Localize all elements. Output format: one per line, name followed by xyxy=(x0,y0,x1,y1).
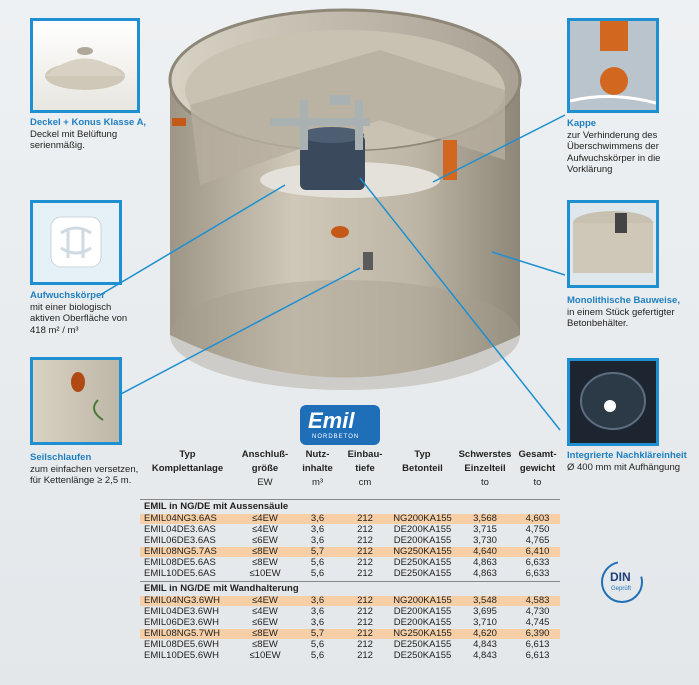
table-row xyxy=(140,536,560,546)
table-cell: 212 xyxy=(357,650,373,661)
table-cell: 212 xyxy=(357,546,373,557)
table-cell: EMIL08NG5.7WH xyxy=(144,628,221,639)
table-cell: EMIL04DE3.6AS xyxy=(144,524,216,535)
table-cell: 4,640 xyxy=(473,546,497,557)
table-cell: 3,6 xyxy=(310,524,325,535)
table-cell: 212 xyxy=(357,557,373,568)
table-cell: NG250KA155 xyxy=(393,628,452,639)
table-cell: EMIL10DE5.6WH xyxy=(144,650,219,661)
thumb-deckel xyxy=(30,18,140,113)
table-cell: 6,633 xyxy=(525,568,550,579)
callout-seil: Seilschlaufen zum einfachen versetzen, für Kettenlänge ≥ 2,5 m. xyxy=(30,452,139,486)
table-header-cell: Nutz- inhalte m³ xyxy=(302,449,333,488)
table-cell: DE200KA155 xyxy=(393,617,452,628)
table-row xyxy=(140,618,560,628)
table-cell: 3,6 xyxy=(310,595,325,606)
table-divider xyxy=(140,581,560,582)
table-cell: 3,730 xyxy=(473,535,497,546)
thumb-nach xyxy=(567,358,659,446)
table-cell: 5,6 xyxy=(310,650,325,661)
table-cell: 3,6 xyxy=(310,617,325,628)
table-cell: DE250KA155 xyxy=(393,568,452,579)
table-header-cell: Schwerstes Einzelteil to xyxy=(458,449,512,488)
table-row xyxy=(140,569,560,579)
table-header-cell: Typ Komplettanlage xyxy=(151,449,224,474)
table-cell: 212 xyxy=(357,513,373,524)
table-cell: 212 xyxy=(357,639,373,650)
table-cell: EMIL08NG5.7AS xyxy=(144,546,217,557)
table-row xyxy=(140,607,560,617)
table-row xyxy=(140,596,560,606)
table-cell: EMIL06DE3.6WH xyxy=(144,617,219,628)
table-row xyxy=(140,629,560,639)
table-cell: EMIL08DE5.6WH xyxy=(144,639,219,650)
table-cell: ≤8EW xyxy=(252,546,278,557)
table-cell: 4,843 xyxy=(473,650,497,661)
table-cell: 6,410 xyxy=(525,546,550,557)
table-section-title: EMIL in NG/DE mit Wandhalterung xyxy=(144,583,299,594)
thumb-aufwuchs xyxy=(30,200,122,285)
table-cell: 4,750 xyxy=(525,524,550,535)
table-cell: DE250KA155 xyxy=(393,650,452,661)
din-seal: DIN Geprüft xyxy=(600,560,644,604)
table-cell: EMIL04DE3.6WH xyxy=(144,606,219,617)
table-header-cell: Einbau- tiefe cm xyxy=(347,449,383,488)
table-row xyxy=(140,640,560,650)
table-cell: 4,730 xyxy=(525,606,550,617)
table-cell: NG250KA155 xyxy=(393,546,452,557)
table-cell: 3,6 xyxy=(310,606,325,617)
table-cell: 4,583 xyxy=(525,595,550,606)
thumb-seil xyxy=(30,357,122,445)
table-cell: 4,620 xyxy=(473,628,497,639)
table-cell: ≤8EW xyxy=(252,557,278,568)
table-cell: 212 xyxy=(357,617,373,628)
table-cell: 5,7 xyxy=(310,628,325,639)
table-cell: 3,715 xyxy=(473,524,497,535)
table-cell: 6,613 xyxy=(525,639,550,650)
table-cell: 4,745 xyxy=(525,617,550,628)
table-cell: EMIL08DE5.6AS xyxy=(144,557,216,568)
table-cell: 5,6 xyxy=(310,568,325,579)
table-cell: ≤4EW xyxy=(252,513,278,524)
table-cell: NG200KA155 xyxy=(393,595,452,606)
table-cell: 212 xyxy=(357,606,373,617)
table-cell: 6,390 xyxy=(525,628,550,639)
table-cell: 212 xyxy=(357,595,373,606)
callout-aufwuchs: Aufwuchskörper mit einer biologisch aktiven Oberfläche von 418 m² / m³ xyxy=(30,290,128,336)
table-cell: 4,863 xyxy=(473,568,497,579)
table-header-cell: Typ Betonteil xyxy=(402,449,443,474)
table-cell: DE250KA155 xyxy=(393,639,452,650)
table-cell: 3,548 xyxy=(473,595,497,606)
table-cell: ≤8EW xyxy=(252,628,278,639)
table-section-title: EMIL in NG/DE mit Aussensäule xyxy=(144,501,289,512)
table-cell: 4,843 xyxy=(473,639,497,650)
emil-logo: Emil NORDBETON xyxy=(300,405,380,445)
callout-deckel: Deckel + Konus Klasse A, Deckel mit Belüftung serienmäßig. xyxy=(30,117,147,151)
table-cell: 6,613 xyxy=(525,650,550,661)
table-cell: 3,6 xyxy=(310,535,325,546)
table-cell: ≤10EW xyxy=(249,568,281,579)
table-cell: 4,765 xyxy=(525,535,550,546)
table-cell: 3,568 xyxy=(473,513,497,524)
table-row xyxy=(140,525,560,535)
table-cell: DE200KA155 xyxy=(393,606,452,617)
table-cell: 212 xyxy=(357,628,373,639)
table-cell: ≤6EW xyxy=(252,535,278,546)
table-cell: ≤8EW xyxy=(252,639,278,650)
table-row xyxy=(140,514,560,524)
table-cell: 3,6 xyxy=(310,513,325,524)
table-cell: 212 xyxy=(357,524,373,535)
table-cell: DE250KA155 xyxy=(393,557,452,568)
table-cell: ≤4EW xyxy=(252,595,278,606)
table-cell: ≤6EW xyxy=(252,617,278,628)
thumb-mono xyxy=(567,200,659,288)
table-cell: EMIL04NG3.6AS xyxy=(144,513,217,524)
table-cell: DE200KA155 xyxy=(393,524,452,535)
table-cell: EMIL04NG3.6WH xyxy=(144,595,221,606)
table-cell: ≤10EW xyxy=(249,650,281,661)
table-cell: 5,6 xyxy=(310,557,325,568)
thumb-kappe xyxy=(567,18,659,113)
table-cell: NG200KA155 xyxy=(393,513,452,524)
table-row xyxy=(140,651,560,661)
callout-kappe: Kappe zur Verhinderung des Überschwimmens der Aufwuchskörper in die Vorklärung xyxy=(567,118,661,175)
table-cell: ≤4EW xyxy=(252,606,278,617)
table-cell: 4,603 xyxy=(525,513,550,524)
table-cell: 6,633 xyxy=(525,557,550,568)
table-header-cell: Gesamt- gewicht to xyxy=(518,449,557,488)
table-cell: EMIL10DE5.6AS xyxy=(144,568,216,579)
table-cell: 212 xyxy=(357,535,373,546)
table-cell: 4,863 xyxy=(473,557,497,568)
table-row xyxy=(140,558,560,568)
table-header-cell: Anschluß- größe EW xyxy=(241,449,289,488)
table-cell: EMIL06DE3.6AS xyxy=(144,535,216,546)
table-cell: DE200KA155 xyxy=(393,535,452,546)
table-divider xyxy=(140,499,560,500)
table-cell: 212 xyxy=(357,568,373,579)
table-cell: ≤4EW xyxy=(252,524,278,535)
callout-nach: Integrierte Nachkläreinheit Ø 400 mm mit Aufhängung xyxy=(567,450,687,473)
table-cell: 5,6 xyxy=(310,639,325,650)
table-cell: 5,7 xyxy=(310,546,325,557)
callout-mono: Monolithische Bauweise, in einem Stück gefertigter Betonbehälter. xyxy=(567,295,680,329)
table-row xyxy=(140,547,560,557)
table-cell: 3,695 xyxy=(473,606,497,617)
table-cell: 3,710 xyxy=(473,617,497,628)
